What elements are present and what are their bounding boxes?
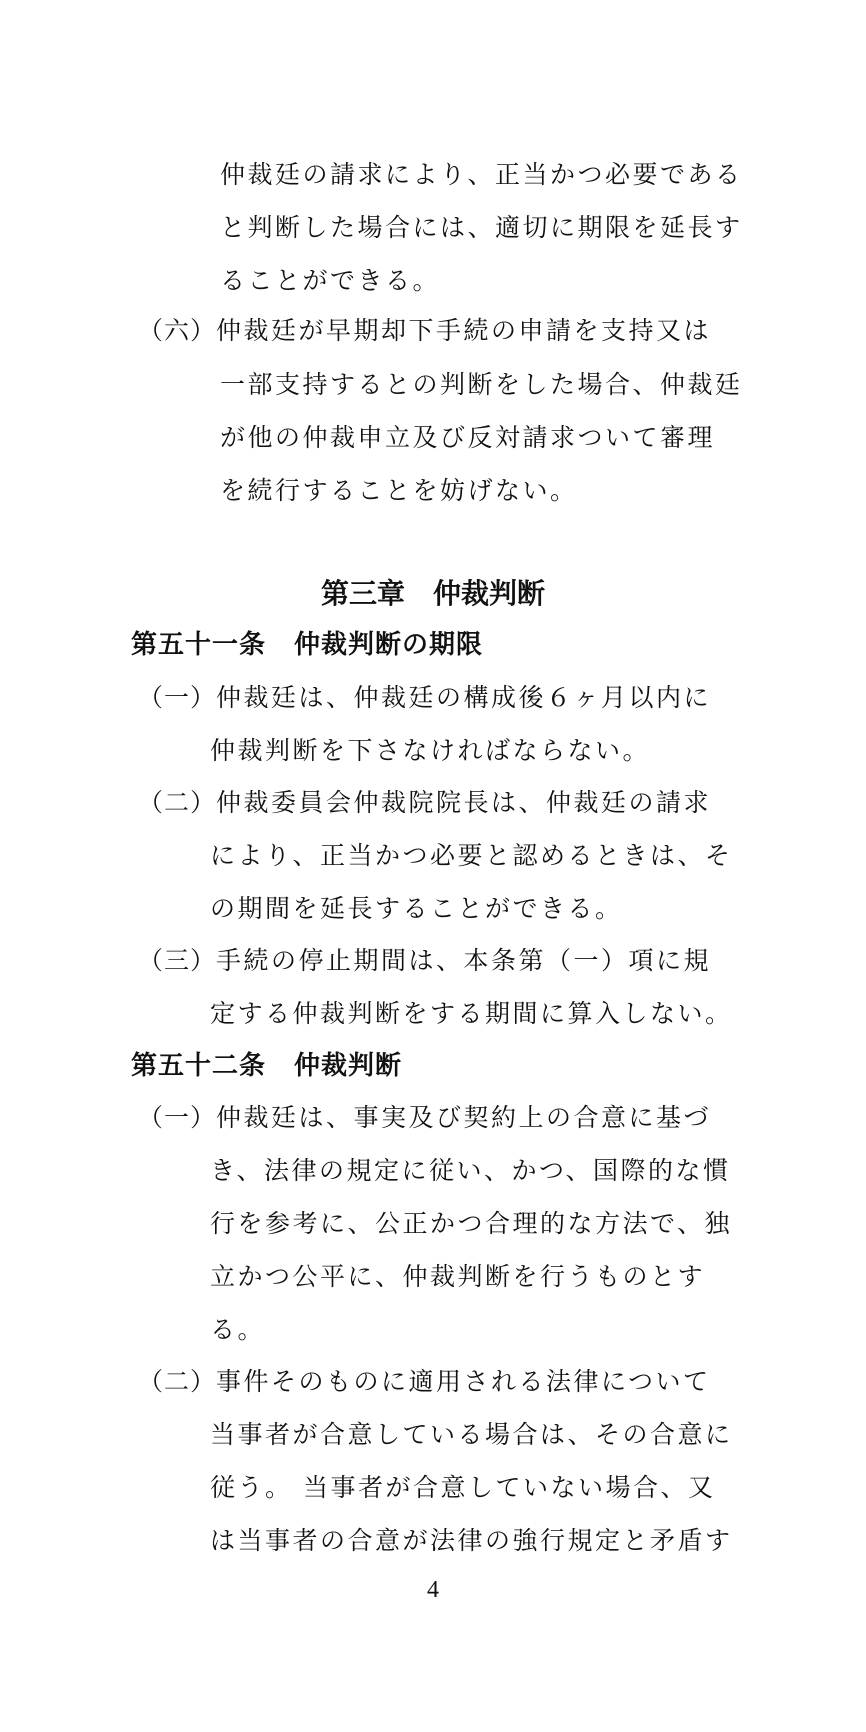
item-number: （二） bbox=[138, 1367, 217, 1396]
text-line: 仲裁廷の請求により、正当かつ必要である bbox=[220, 160, 743, 189]
text-line: 仲裁廷が早期却下手続の申請を支持又は bbox=[216, 316, 712, 345]
article-label: 第五十二条 bbox=[131, 1051, 267, 1081]
item-number: （二） bbox=[138, 788, 217, 817]
text-line: 一部支持するとの判断をした場合、仲裁廷 bbox=[220, 370, 743, 399]
text-line: 手続の停止期間は、本条第（一）項に規 bbox=[216, 946, 712, 975]
text-line: 事件そのものに適用される法律について bbox=[216, 1367, 711, 1396]
item-number: （三） bbox=[138, 946, 217, 975]
text-line: き、法律の規定に従い、かつ、国際的な慣 bbox=[210, 1156, 731, 1185]
text-line: る。 bbox=[210, 1315, 266, 1344]
text-line: により、正当かつ必要と認めるときは、そ bbox=[210, 841, 733, 870]
text-line: は当事者の合意が法律の強行規定と矛盾す bbox=[210, 1526, 733, 1555]
item-number: （一） bbox=[138, 1103, 217, 1132]
text-line: が他の仲裁申立及び反対請求ついて審理 bbox=[220, 423, 716, 452]
text-line: 定する仲裁判断をする期間に算入しない。 bbox=[210, 999, 733, 1028]
chapter-label: 第三章 bbox=[320, 577, 405, 610]
text-line: を続行することを妨げない。 bbox=[220, 476, 578, 505]
article-label: 第五十一条 bbox=[131, 630, 267, 660]
article-heading bbox=[131, 1050, 402, 1082]
chapter-title: 仲裁判断 bbox=[433, 577, 546, 610]
page-number: 4 bbox=[427, 1577, 439, 1603]
text-line: 立かつ公平に、仲裁判断を行うものとす bbox=[210, 1262, 706, 1291]
text-line: 仲裁廷は、仲裁廷の構成後６ヶ月以内に bbox=[216, 683, 712, 712]
article-heading bbox=[131, 629, 483, 661]
text-line: 当事者が合意している場合は、その合意に bbox=[210, 1420, 733, 1449]
text-line: 仲裁廷は、事実及び契約上の合意に基づ bbox=[216, 1103, 712, 1132]
item-number: （一） bbox=[138, 683, 217, 712]
item-number: （六） bbox=[138, 316, 217, 345]
text-line: ることができる。 bbox=[220, 266, 441, 295]
text-line: 仲裁判断を下さなければならない。 bbox=[210, 736, 651, 765]
text-line: と判断した場合には、適切に期限を延長す bbox=[220, 213, 743, 242]
chapter-heading bbox=[0, 577, 866, 611]
text-line: 従う。 当事者が合意していない場合、又 bbox=[210, 1473, 716, 1502]
text-line: 仲裁委員会仲裁院院長は、仲裁廷の請求 bbox=[216, 788, 712, 817]
text-line: の期間を延長することができる。 bbox=[210, 894, 623, 923]
article-title: 仲裁判断 bbox=[294, 1051, 403, 1081]
article-title: 仲裁判断の期限 bbox=[294, 630, 484, 660]
text-line: 行を参考に、公正かつ合理的な方法で、独 bbox=[210, 1209, 733, 1238]
